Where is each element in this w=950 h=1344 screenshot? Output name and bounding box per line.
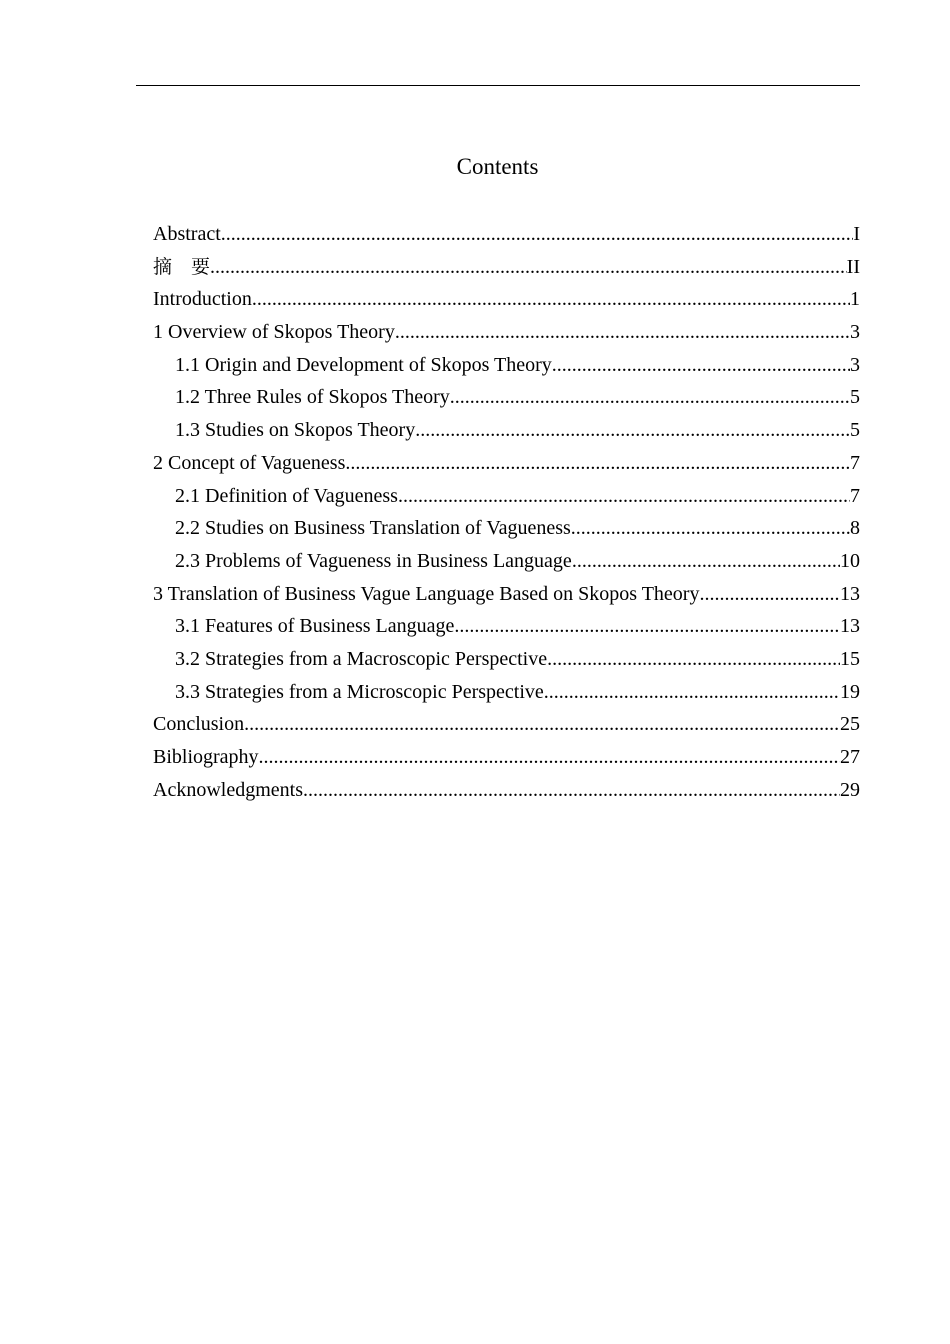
toc-entry-abstract[interactable] xyxy=(153,218,860,251)
toc-entry-section-3-1[interactable] xyxy=(153,610,860,643)
toc-page-number: 13 xyxy=(840,615,860,638)
table-of-contents xyxy=(153,218,860,806)
dot-leader xyxy=(450,381,850,414)
toc-page-number: 1 xyxy=(850,288,860,311)
toc-entry-chapter-3[interactable] xyxy=(153,578,860,611)
toc-page-number: 8 xyxy=(850,517,860,540)
toc-entry-label: 2.1 Definition of Vagueness xyxy=(175,484,398,507)
toc-entry-label: 2.3 Problems of Vagueness in Business Language xyxy=(175,549,572,572)
toc-entry-section-2-3[interactable] xyxy=(153,545,860,578)
toc-entry-section-1-3[interactable] xyxy=(153,414,860,447)
toc-entry-section-2-2[interactable] xyxy=(153,512,860,545)
toc-entry-chinese-abstract[interactable] xyxy=(153,251,860,284)
toc-entry-section-3-2[interactable] xyxy=(153,643,860,676)
toc-entry-section-1-1[interactable] xyxy=(153,349,860,382)
toc-entry-chapter-1[interactable] xyxy=(153,316,860,349)
toc-page-number: 3 xyxy=(850,353,860,376)
toc-entry-section-3-3[interactable] xyxy=(153,676,860,709)
dot-leader xyxy=(252,283,850,316)
toc-entry-label: 1.2 Three Rules of Skopos Theory xyxy=(175,386,450,409)
toc-entry-label: 3.3 Strategies from a Microscopic Perspective xyxy=(175,680,544,703)
dot-leader xyxy=(303,774,840,807)
toc-page-number: 13 xyxy=(840,582,860,605)
toc-entry-label: 3 Translation of Business Vague Language Based on Skopos Theory xyxy=(153,582,700,605)
dot-leader xyxy=(210,251,847,284)
toc-page-number: 5 xyxy=(850,419,860,442)
toc-entry-label: Conclusion xyxy=(153,713,245,736)
toc-entry-section-1-2[interactable] xyxy=(153,381,860,414)
toc-page-number: 19 xyxy=(840,680,860,703)
toc-entry-label: 1.3 Studies on Skopos Theory xyxy=(175,419,416,442)
toc-entry-label: 3.2 Strategies from a Macroscopic Perspective xyxy=(175,647,548,670)
toc-entry-label: Acknowledgments xyxy=(153,778,303,801)
toc-entry-bibliography[interactable] xyxy=(153,741,860,774)
toc-entry-label: Abstract xyxy=(153,223,221,245)
dot-leader xyxy=(259,741,840,774)
toc-entry-label: 摘 要 xyxy=(153,255,211,278)
dot-leader xyxy=(571,512,850,545)
toc-page-number: 7 xyxy=(850,451,860,474)
toc-entry-introduction[interactable] xyxy=(153,283,860,316)
toc-entry-label: 1.1 Origin and Development of Skopos Theory xyxy=(175,353,552,376)
toc-page-number: 7 xyxy=(850,484,860,507)
toc-page-number: 10 xyxy=(840,549,860,572)
toc-page-number: 27 xyxy=(840,746,860,768)
toc-page-number: 5 xyxy=(850,386,860,409)
dot-leader xyxy=(244,708,840,741)
toc-entry-section-2-1[interactable] xyxy=(153,480,860,513)
toc-page-number: 29 xyxy=(840,778,860,801)
toc-entry-label: 1 Overview of Skopos Theory xyxy=(153,321,395,344)
toc-entry-label: 3.1 Features of Business Language xyxy=(175,615,455,638)
toc-page-number: I xyxy=(853,223,860,245)
toc-entry-label: 2.2 Studies on Business Translation of Vagueness xyxy=(175,517,571,540)
toc-page-number: II xyxy=(846,255,860,278)
toc-entry-acknowledgments[interactable] xyxy=(153,774,860,807)
header-rule xyxy=(136,85,860,86)
dot-leader xyxy=(221,218,854,251)
dot-leader xyxy=(547,643,840,676)
dot-leader xyxy=(345,447,850,480)
toc-page-number: 15 xyxy=(840,647,860,670)
toc-entry-label: 2 Concept of Vagueness xyxy=(153,451,346,474)
dot-leader xyxy=(454,610,840,643)
dot-leader xyxy=(544,676,840,709)
toc-entry-label: Introduction xyxy=(153,288,252,311)
toc-entry-conclusion[interactable] xyxy=(153,708,860,741)
toc-page-number: 3 xyxy=(850,321,860,344)
dot-leader xyxy=(552,349,850,382)
dot-leader xyxy=(398,480,850,513)
toc-page-number: 25 xyxy=(840,713,860,736)
toc-entry-chapter-2[interactable] xyxy=(153,447,860,480)
dot-leader xyxy=(395,316,850,349)
dot-leader xyxy=(699,578,840,611)
dot-leader xyxy=(572,545,840,578)
toc-entry-label: Bibliography xyxy=(153,746,259,768)
dot-leader xyxy=(415,414,850,447)
page-title: Contents xyxy=(456,154,539,179)
